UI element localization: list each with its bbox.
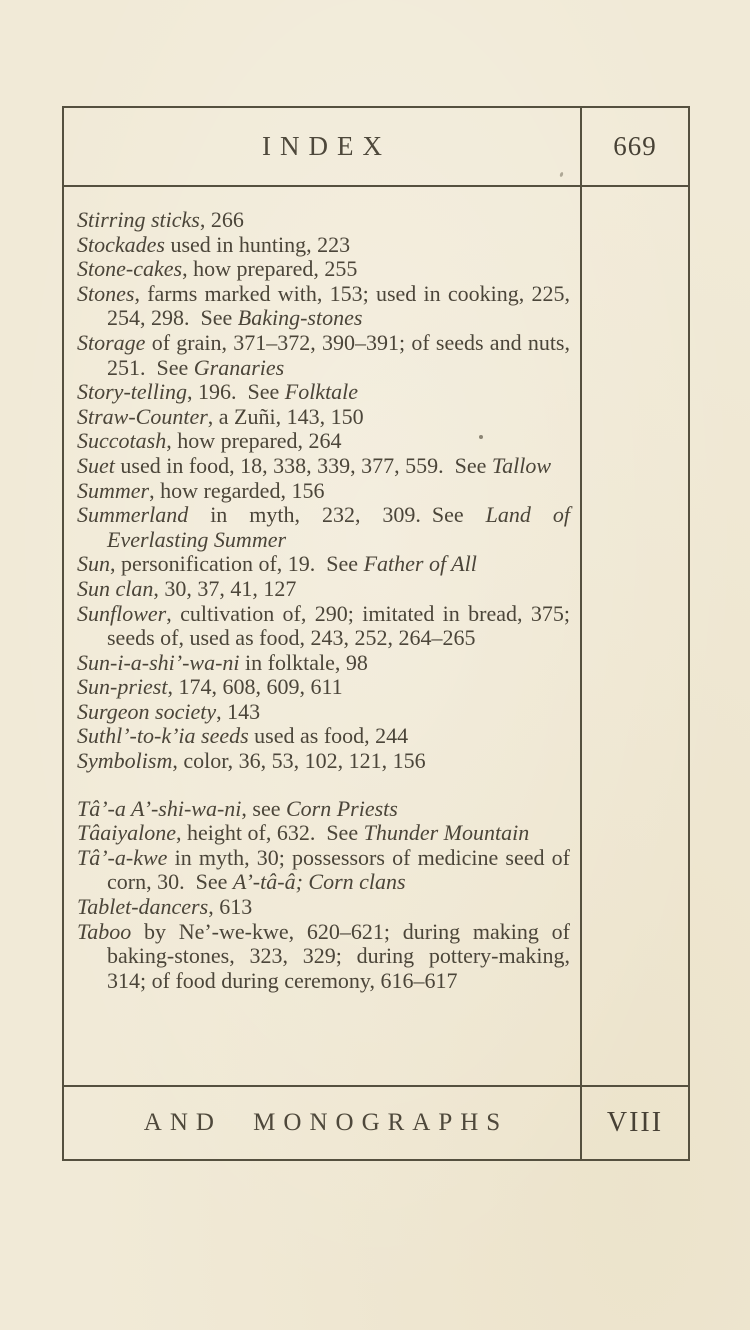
footer-title-cell [64,1085,580,1159]
header-title-cell [64,108,580,187]
index-entry: Sun clan, 30, 37, 41, 127 [77,575,297,601]
index-entry: Summer, how regarded, 156 [77,477,325,503]
index-entry: Stockades used in hunting, 223 [77,231,351,257]
footer-volume-cell [580,1085,688,1159]
index-entry: Tâ’-a-kwe in myth, 30; possessors of medicine seed of corn, 30. See A’-tâ-â; Corn clans [77,844,570,895]
index-entry: Suthl’-to-k’ia seeds used as food, 244 [77,723,409,749]
index-entry: Story-telling, 196. See Folktale [77,379,359,405]
index-entry: Sun-priest, 174, 608, 609, 611 [77,674,343,700]
index-section-t [77,797,570,994]
ink-speck [479,435,483,439]
index-entry: Straw-Counter, a Zuñi, 143, 150 [77,403,364,429]
index-section-s [77,208,570,774]
series-running-title: AND MONOGRAPHS [143,1109,509,1136]
index-entry: Summerland in myth, 232, 309. See Land of Everlasting Summer [77,502,570,552]
index-entry: Sun, personification of, 19. See Father of All [77,551,477,577]
index-entry: Stone-cakes, how prepared, 255 [77,256,358,282]
index-entry: Sun-i-a-shi’-wa-ni in folktale, 98 [77,649,368,675]
index-entry: Tablet-dancers, 613 [77,894,253,920]
index-entry: Storage of grain, 371–372, 390–391; of seeds and nuts, 251. See Granaries [77,329,570,380]
index-entry: Sunflower, cultivation of, 290; imitated in bread, 375; seeds of, used as food, 243, 252, 264–265 [77,600,570,651]
index-entry: Suet used in food, 18, 338, 339, 377, 559. See Tallow [77,452,552,478]
index-entry: Stones, farms marked with, 153; used in cooking, 225, 254, 298. See Baking-stones [77,280,570,331]
page-number: 669 [613,131,657,161]
volume-number: VIII [606,1107,664,1138]
index-entry: Stirring sticks, 266 [77,207,244,232]
index-entry: Surgeon society, 143 [77,698,261,724]
index-entry: Taboo by Ne’-we-kwe, 620–621; during making of baking-stones, 323, 329; during pottery-making, 314; of food during ceremony, 616–617 [77,918,570,993]
index-entries [64,187,580,1085]
index-entry: Tâ’-a A’-shi-wa-ni, see Corn Priests [77,795,398,821]
index-entry: Tâaiyalone, height of, 632. See Thunder Mountain [77,820,530,846]
header-page-number-cell [580,108,688,187]
page-title: INDEX [262,131,391,161]
margin-column [580,187,688,1085]
index-entry: Symbolism, color, 36, 53, 102, 121, 156 [77,748,426,774]
page-frame [62,106,690,1161]
index-entry: Succotash, how prepared, 264 [77,428,342,454]
